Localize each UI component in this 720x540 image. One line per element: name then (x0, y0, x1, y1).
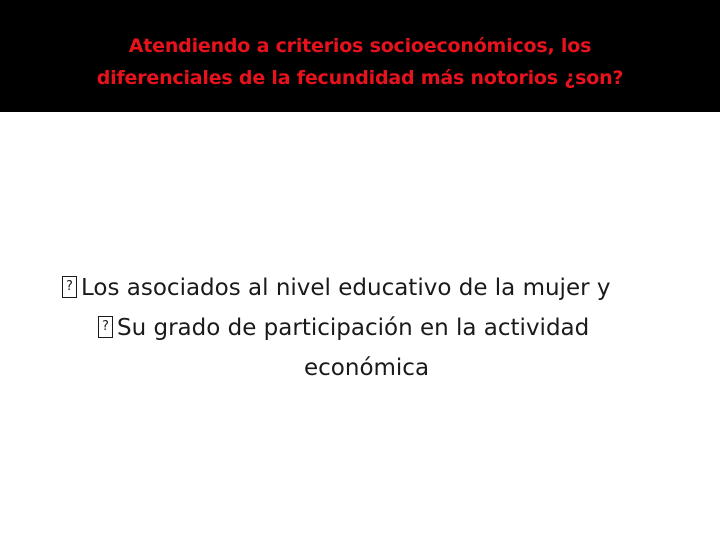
missing-glyph-box-icon (98, 316, 113, 338)
title-line-2: diferenciales de la fecundidad más notorios ¿son? (96, 67, 624, 89)
bullet-item-1 (0, 268, 720, 308)
slide-title (0, 30, 720, 94)
missing-glyph-box-icon (62, 276, 77, 298)
bullet-text-1: Los asociados al nivel educativo de la mujer y (81, 275, 611, 301)
bullet-item-2 (0, 308, 720, 348)
slide-body (0, 268, 720, 388)
bullet-text-2: Su grado de participación en la actividad (117, 315, 590, 341)
bullet-continuation: económica (304, 355, 430, 381)
title-line-1: Atendiendo a criterios socioeconómicos, los (128, 35, 592, 57)
